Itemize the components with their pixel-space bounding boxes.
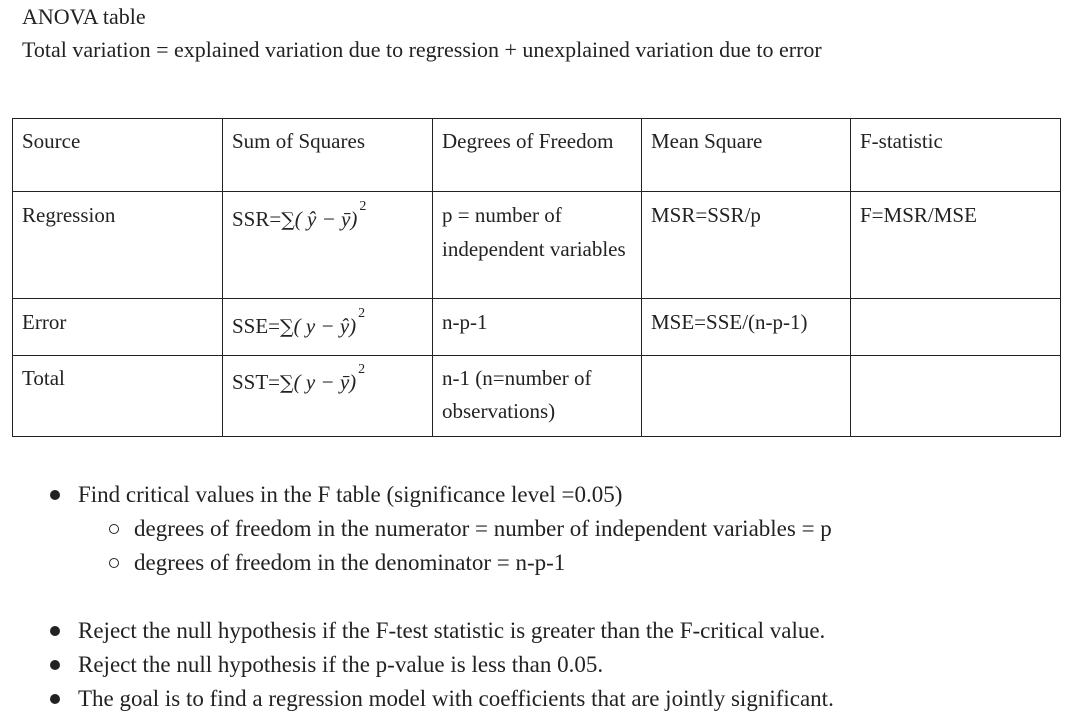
cell-mean-square: MSE=SSE/(n-p-1) [642, 299, 851, 356]
header-degrees-of-freedom: Degrees of Freedom [433, 119, 642, 192]
list-item [48, 614, 834, 648]
bullet-dot-icon [50, 660, 60, 670]
cell-sum-of-squares [223, 299, 433, 356]
bullet-text: Reject the null hypothesis if the F-test statistic is greater than the F-critical value. [78, 618, 826, 643]
critical-values-list [48, 478, 832, 580]
cell-degrees-of-freedom: n-p-1 [433, 299, 642, 356]
page-title: ANOVA table [22, 4, 146, 29]
sub-bullet-text: degrees of freedom in the numerator = number of independent variables = p [134, 516, 832, 541]
bullet-dot-icon [50, 626, 60, 636]
cell-source: Error [13, 299, 223, 356]
cell-mean-square: MSR=SSR/p [642, 192, 851, 299]
sub-list-item [48, 512, 832, 546]
header-f-statistic: F-statistic [851, 119, 1061, 192]
anova-table [12, 118, 1061, 437]
cell-sum-of-squares [223, 192, 433, 299]
table-row [13, 192, 1061, 299]
cell-source: Regression [13, 192, 223, 299]
page-subtitle: Total variation = explained variation due to regression + unexplained variation due to error [22, 37, 822, 62]
bullet-dot-icon [50, 490, 60, 500]
bullet-text: The goal is to find a regression model with coefficients that are jointly significant. [78, 686, 834, 711]
list-item [48, 648, 834, 682]
bullet-circle-icon [109, 558, 119, 568]
bullet-text: Find critical values in the F table (significance level =0.05) [78, 482, 623, 507]
sse-formula: SSE=∑( y − ŷ)$^2$ [232, 306, 366, 338]
sub-list-item [48, 546, 832, 580]
cell-degrees-of-freedom: n-1 (n=number of observations) [433, 356, 642, 437]
cell-f-statistic [851, 356, 1061, 437]
list-item [48, 478, 832, 512]
header-mean-square: Mean Square [642, 119, 851, 192]
sst-formula: SST=∑( y − ȳ)$^2$ [232, 362, 366, 394]
bullet-dot-icon [50, 694, 60, 704]
bullet-circle-icon [109, 524, 119, 534]
cell-sum-of-squares [223, 356, 433, 437]
cell-f-statistic: F=MSR/MSE [851, 192, 1061, 299]
cell-degrees-of-freedom: p = number of independent variables [433, 192, 642, 299]
cell-mean-square [642, 356, 851, 437]
ssr-formula: SSR=∑( ŷ − ȳ)$^2$ [232, 199, 367, 231]
bullet-text: Reject the null hypothesis if the p-value is less than 0.05. [78, 652, 604, 677]
header-sum-of-squares: Sum of Squares [223, 119, 433, 192]
table-header-row [13, 119, 1061, 192]
decision-rules-list [48, 614, 834, 716]
sub-bullet-text: degrees of freedom in the denominator = n-p-1 [134, 550, 566, 575]
cell-source: Total [13, 356, 223, 437]
table-row [13, 356, 1061, 437]
cell-f-statistic [851, 299, 1061, 356]
list-item [48, 682, 834, 716]
table-row [13, 299, 1061, 356]
header-source: Source [13, 119, 223, 192]
